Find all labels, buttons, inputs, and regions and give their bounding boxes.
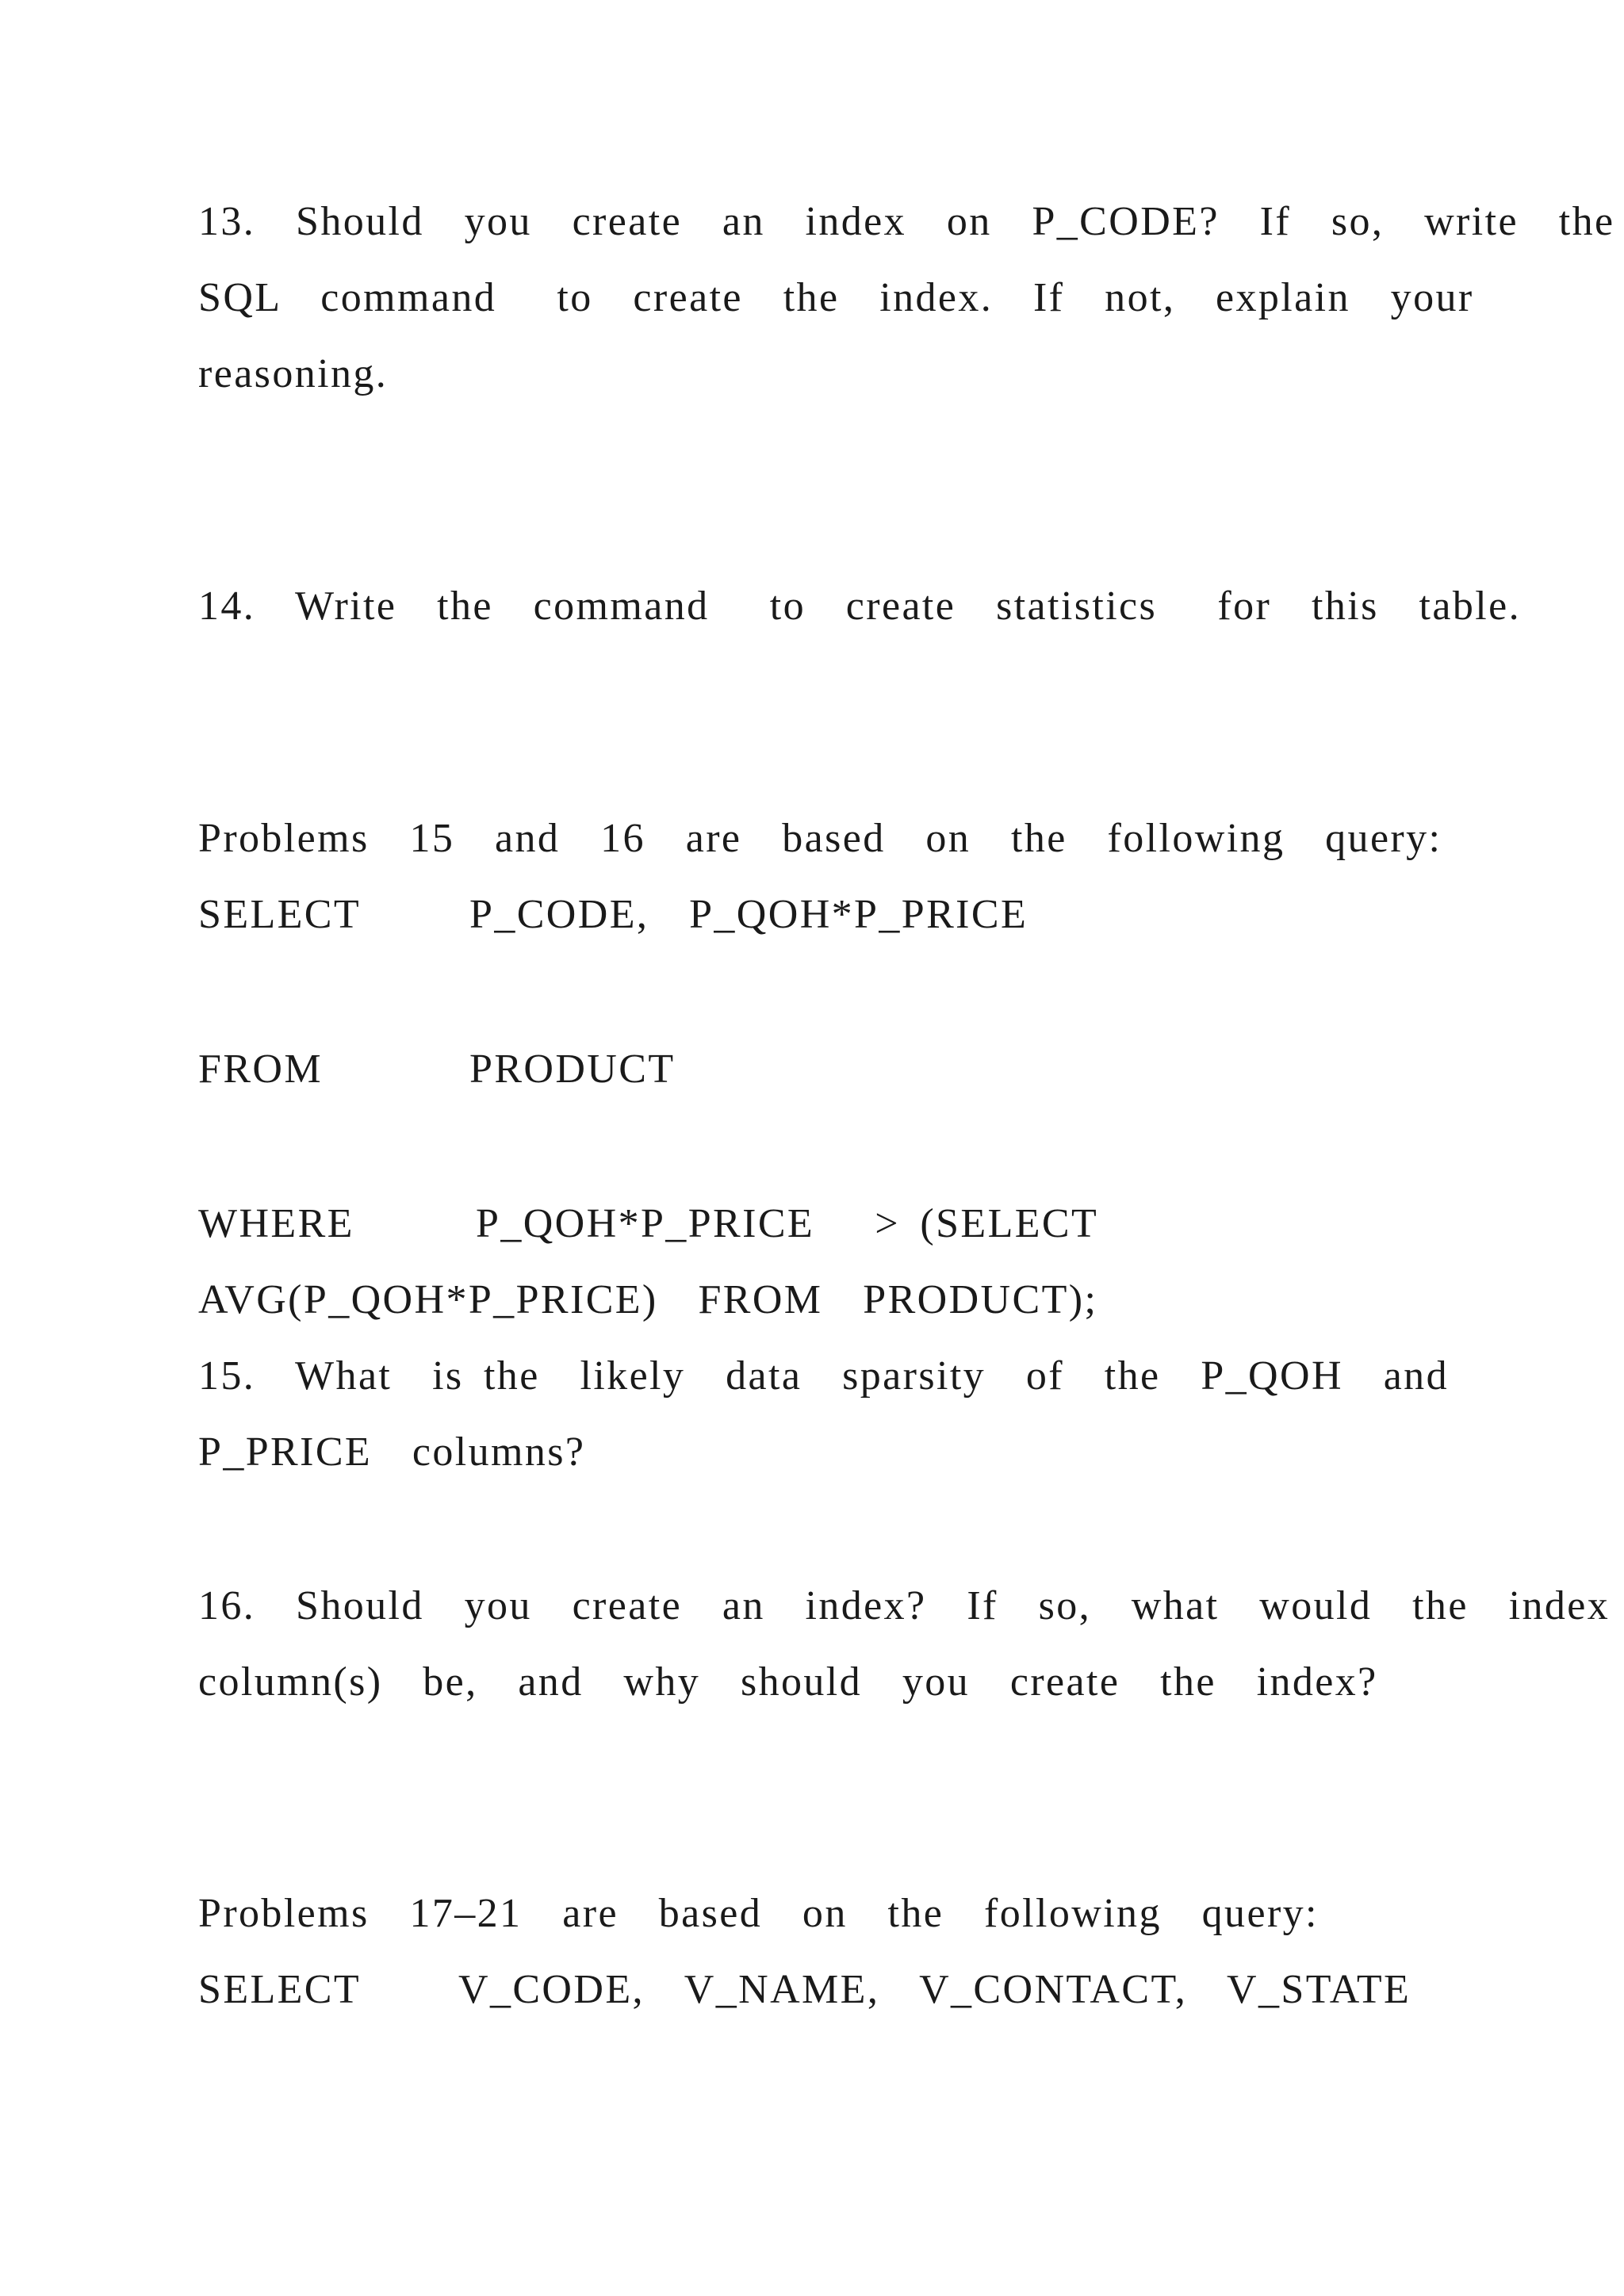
problems-15-16-intro: Problems 15 and 16 are based on the following query:: [198, 816, 1442, 861]
query2-select-keyword: SELECT: [198, 1967, 362, 2012]
query1-select-keyword: SELECT: [198, 892, 362, 937]
question-13-line-1: 13. Should you create an index on P_CODE? If so, write the: [198, 199, 1615, 244]
query1-from-table: PRODUCT: [469, 1047, 676, 1092]
query1-where-expression: P_QOH*P_PRICE > (SELECT: [476, 1201, 1099, 1246]
problems-17-21-intro: Problems 17–21 are based on the following query:: [198, 1891, 1319, 1936]
question-14-line-1: 14. Write the command to create statistics for this table.: [198, 584, 1521, 629]
question-16-line-2: column(s) be, and why should you create the index?: [198, 1659, 1378, 1705]
question-16-line-1: 16. Should you create an index? If so, what would the index: [198, 1583, 1611, 1628]
query2-select-columns: V_CODE, V_NAME, V_CONTACT, V_STATE: [458, 1967, 1411, 2012]
query1-from-keyword: FROM: [198, 1047, 323, 1092]
query1-select-columns: P_CODE, P_QOH*P_PRICE: [469, 892, 1028, 937]
query1-where-continuation: AVG(P_QOH*P_PRICE) FROM PRODUCT);: [198, 1277, 1098, 1322]
question-15-line-1: 15. What is the likely data sparsity of the P_QOH and: [198, 1353, 1449, 1399]
query1-where-keyword: WHERE: [198, 1201, 354, 1246]
question-13-line-2: SQL command to create the index. If not, explain your: [198, 275, 1474, 320]
question-15-line-2: P_PRICE columns?: [198, 1429, 586, 1475]
question-13-line-3: reasoning.: [198, 351, 389, 396]
